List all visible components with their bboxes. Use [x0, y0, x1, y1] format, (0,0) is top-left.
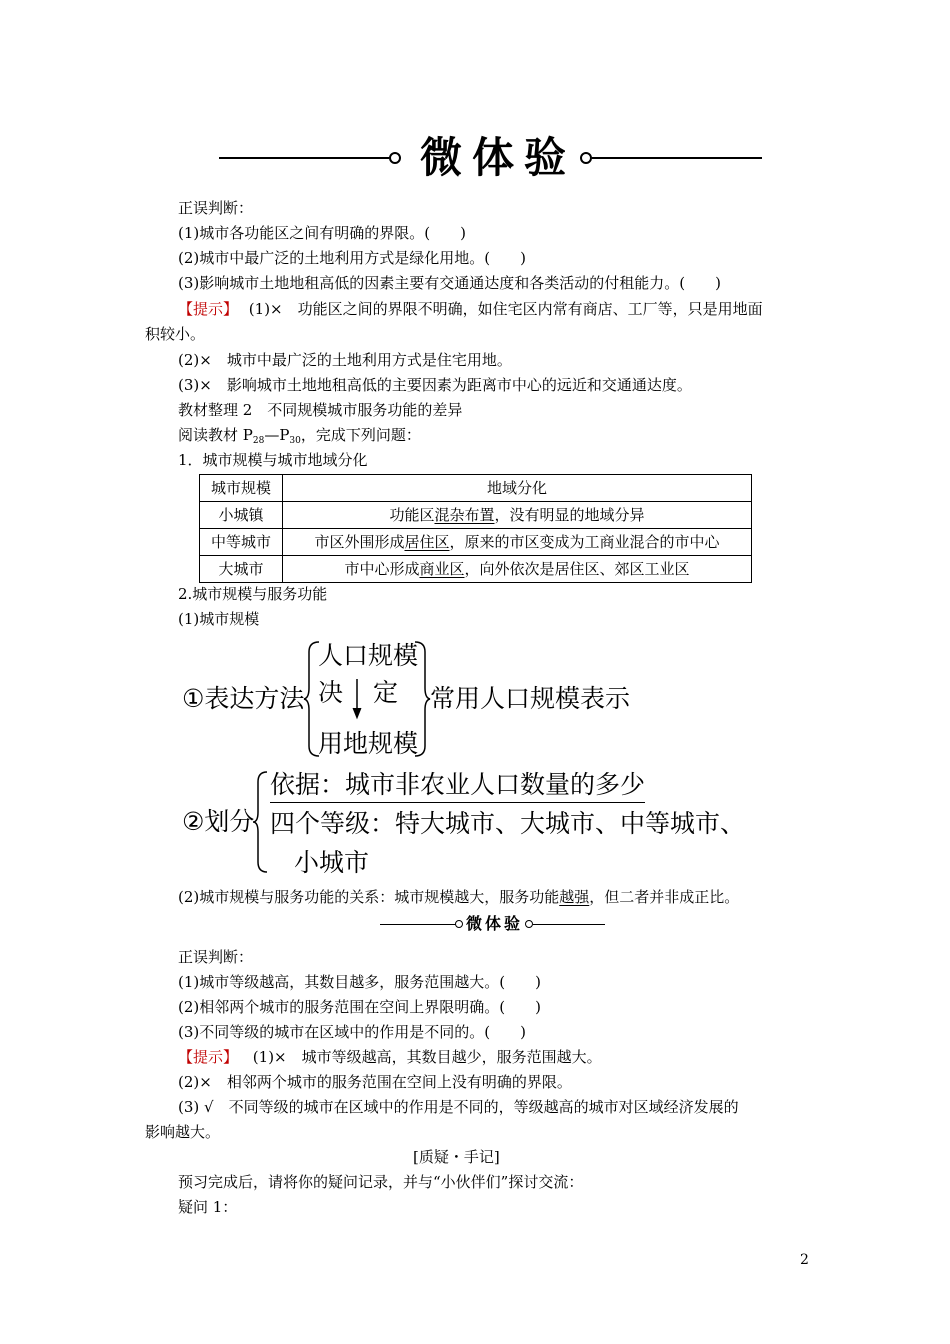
question-2-3: (3)不同等级的城市在区域中的作用是不同的。( ) [178, 1023, 526, 1041]
answer-2-3: (3) √ 不同等级的城市在区域中的作用是不同的，等级越高的城市对区域经济发展的 [178, 1098, 739, 1116]
small-header-title: 微体验 [466, 914, 524, 933]
answer-2-2: (2)× 相邻两个城市的服务范围在空间上没有明确的界限。 [178, 1073, 572, 1091]
levels-text-cont: 小城市 [294, 848, 370, 877]
answer-2: (2)× 城市中最广泛的土地利用方式是住宅用地。 [178, 351, 512, 369]
reading-instruction: 阅读教材 $P_{28}—P_{30}$，完成下列问题： [178, 426, 421, 446]
answer-2-3-cont: 影响越大。 [145, 1123, 221, 1141]
table-row [200, 529, 752, 556]
material-title: 教材整理 2 不同规模城市服务功能的差异 [178, 401, 463, 419]
question-2: (2)城市中最广泛的土地利用方式是绿化用地。( ) [178, 249, 526, 267]
answer-1-cont: 积较小。 [145, 325, 206, 343]
representation-text: 常用人口规模表示 [430, 684, 631, 713]
table-cell: 市区外围形成居住区，原来的市区变成为工商业混合的市中心 [283, 529, 752, 556]
hint-label: 【提示】 [178, 300, 239, 318]
levels-text: 四个等级：特大城市、大城市、中等城市、 [270, 809, 746, 838]
jue-char: 决 [318, 678, 344, 707]
table-cell: 小城镇 [200, 502, 283, 529]
item-2-sub-1: (1)城市规模 [178, 610, 260, 628]
answer-3: (3)× 影响城市土地地租高低的主要因素为距离市中心的远近和交通通达度。 [178, 376, 692, 394]
header-right-rule [592, 157, 762, 159]
question-1: (1)城市各功能区之间有明确的界限。( ) [178, 224, 466, 242]
divide-label: ②划分 [182, 807, 255, 836]
scale-table [199, 474, 752, 583]
divide-brace-icon [252, 770, 270, 874]
table-row [200, 502, 752, 529]
header-left-circle [389, 152, 401, 164]
down-arrow-icon [350, 678, 364, 720]
notes-instruction: 预习完成后，请将你的疑问记录，并与“小伙伴们”探讨交流： [178, 1173, 584, 1191]
table-cell: 中等城市 [200, 529, 283, 556]
notes-title: [质疑・手记] [413, 1148, 500, 1166]
table-header: 地域分化 [283, 475, 752, 502]
question-3: (3)影响城市土地地租高低的因素主要有交通通达度和各类活动的付租能力。( ) [178, 274, 721, 292]
population-scale: 人口规模 [318, 641, 419, 670]
basis-text: 依据：城市非农业人口数量的多少 [270, 769, 645, 803]
table-header-row [200, 475, 752, 502]
small-header-left-rule [380, 924, 456, 925]
item-2-title: 2.城市规模与服务功能 [178, 585, 328, 603]
table-header: 城市规模 [200, 475, 283, 502]
table-row [200, 556, 752, 583]
header-left-rule [219, 157, 389, 159]
answer-1-text: (1)× 功能区之间的界限不明确，如住宅区内常有商店、工厂等，只是用地面 [248, 300, 763, 318]
header-title: 微体验 [420, 133, 577, 182]
ding-char: 定 [373, 678, 399, 707]
question-2-2: (2)相邻两个城市的服务范围在空间上界限明确。( ) [178, 998, 541, 1016]
judgment-intro: 正误判断： [178, 199, 254, 217]
right-brace-icon [411, 640, 431, 758]
answer-2-1-text: (1)× 城市等级越高，其数目越少，服务范围越大。 [252, 1048, 602, 1066]
small-header-right-circle [525, 920, 533, 928]
page-number: 2 [800, 1252, 809, 1268]
answer-1 [178, 299, 763, 319]
answer-2-1 [178, 1047, 602, 1067]
table-cell: 功能区混杂布置，没有明显的地域分异 [283, 502, 752, 529]
relation-text: (2)城市规模与服务功能的关系：城市规模越大，服务功能越强，但二者并非成正比。 [178, 888, 740, 906]
method-label: ①表达方法 [182, 684, 305, 713]
land-scale: 用地规模 [318, 729, 419, 758]
item-1-title: 1．城市规模与城市地域分化 [178, 451, 368, 469]
question-2-1: (1)城市等级越高，其数目越多，服务范围越大。( ) [178, 973, 541, 991]
notes-question-1: 疑问 1： [178, 1198, 238, 1216]
hint-label: 【提示】 [178, 1048, 239, 1066]
judgment-intro-2: 正误判断： [178, 948, 254, 966]
header-right-circle [580, 152, 592, 164]
small-header-left-circle [455, 920, 463, 928]
small-header-right-rule [533, 924, 605, 925]
table-cell: 市中心形成商业区，向外依次是居住区、郊区工业区 [283, 556, 752, 583]
table-cell: 大城市 [200, 556, 283, 583]
